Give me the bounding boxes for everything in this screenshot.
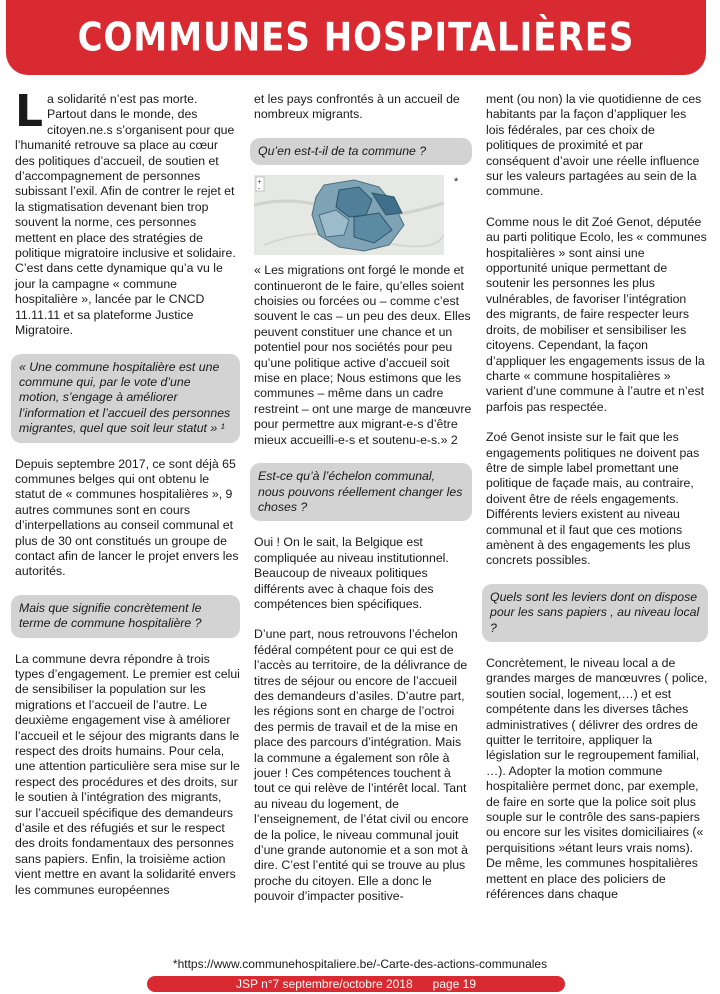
map-figure bbox=[254, 175, 472, 255]
zoom-out-icon[interactable]: - bbox=[258, 185, 261, 193]
paragraph: Oui ! On le sait, la Belgique est compliquée au niveau institutionnel. Beaucoup de niveaux politiques différents avec à chaque fois des compétences bien spécifiques. bbox=[254, 535, 449, 611]
page-number: page 19 bbox=[432, 977, 477, 991]
intro-text: a solidarité n’est pas morte. Partout dans le monde, des citoyen.ne.s s’organisent pour que l’humanité retrouve sa place au cœur des politiques d’accueil, de soutien et d’accompagnement de personnes subissant l’exil. Afin de contrer le rejet et la stigmatisation devenant bien trop souvent la norme, ces personnes mettent en place des stratégies de politique migratoire inclusive et solidaire. C’est dans cette dynamique qu’a vu le jour la campagne « commune hospitalière », lancée par le CNCD 11.11.11 et sa plateforme Justice Migratoire. bbox=[15, 92, 236, 338]
paragraph: Concrètement, le niveau local a de grandes marges de manœuvres ( police, soutien social, logement,…) et est compétente dans les diverses tâches administratives ( délivrer des ordres de quitter le territoire, appliquer la législation sur le regroupement familial, …). Adopter la motion commune hospitalière permet donc, par exemple, de faire en sorte que la police soit plus souple sur le contrôle des sans-papiers ou encore sur les visites domiciliaires (« perquisitions »étant leurs vrais noms). De même, les communes hospitalières mettent en place des policiers de références dans chaque bbox=[486, 656, 708, 902]
commune-map bbox=[254, 175, 444, 255]
page-title: COMMUNES HOSPITALIÈRES bbox=[77, 14, 635, 61]
paragraph: Comme nous le dit Zoé Genot, députée au parti politique Ecolo, les « communes hospitalières » sont ainsi une opportunité unique permettant de soutenir les personnes les plus vulnérables, de favoriser l’intégration des migrants, de faire respecter leurs droits, de mobiliser et sensibiliser les citoyens. Cependant, la façon d’appliquer les engagements issus de la charte « commune hospitalières » varient d’une commune à l’autre et n’est parfois pas respectée. bbox=[486, 214, 707, 414]
pull-quote: « Une commune hospitalière est une commune qui, par le vote d’une motion, s’engage à améliorer l’information et l’accueil des personnes migrantes, quel que soit leur statut » ¹ bbox=[11, 354, 240, 443]
column-1 bbox=[15, 86, 240, 913]
citation-paragraph: « Les migrations ont forgé le monde et continueront de le faire, qu’elles soient choisies ou forcées ou – comme c’est souvent le cas – un peu des deux. Elles peuvent constituer une chance et un potentiel pour nos sociétés pour peu qu’une politique active d’accueil soit mise en place; Nous estimons que les communes – même dans un cadre restreint – ont une marge de manœuvre pour permettre aux migrant-e-s d’être mieux accueilli-e-s et soutenu-e-s.» 2 bbox=[254, 263, 472, 447]
paragraph: et les pays confrontés à un accueil de nombreux migrants. bbox=[254, 92, 460, 122]
footer-bar bbox=[147, 976, 565, 992]
paragraph: La commune devra répondre à trois types d’engagement. Le premier est celui de sensibiliser la population sur les migrations et l’accueil de l’autre. Le deuxième engagement vise à améliorer l’accueil et le séjour des migrants dans le respect des droits humains. Pour cela, une attention particulière sera mise sur le respect des procédures et des droits, sur le soutien à l’intégration des migrants, sur l’accueil spécifique des demandeurs d’asile et des réfugiés et sur le respect des droits fondamentaux des personnes sans papiers. Enfin, la troisième action vient mettre en avant la solidarité envers les communes européennes bbox=[15, 651, 240, 897]
paragraph: D’une part, nous retrouvons l’échelon fédéral compétent pour ce qui est de l’accès au territoire, de la délivrance de titres de séjour ou encore de l’accueil des demandeurs d’asiles. D’autre part, les régions sont en charge de l’octroi des permis de travail et de la mise en place des parcours d’intégration. Mais la commune a également son rôle à jouer ! Ces compétences touchent à tout ce qui relève de l’intérêt local. Tant au niveau du logement, de l’enseignement, de l’état civil ou encore de la police, le niveau communal jouit d’une grande autonomie et a son mot à dire. C’est l’entité qui se trouve au plus proche du citoyen. Elle a donc le pouvoir d’impacter positive- bbox=[254, 627, 469, 904]
drop-cap: L bbox=[15, 86, 44, 137]
footnote-link[interactable]: *https://www.communehospitaliere.be/-Carte-des-actions-communales bbox=[172, 957, 548, 971]
subheading-box: Qu’en est-t-il de ta commune ? bbox=[250, 138, 472, 165]
zoom-in-icon[interactable]: + bbox=[257, 179, 262, 187]
column-3 bbox=[486, 92, 708, 918]
paragraph: ment (ou non) la vie quotidienne de ces habitants par la façon d’appliquer les lois fédérales, par ces choix de politiques de proximité et par conséquent d’avoir une réelle influence sur les valeurs partagées au sein de la commune. bbox=[486, 92, 702, 199]
map-footnote-mark: * bbox=[454, 176, 459, 189]
title-banner bbox=[6, 0, 706, 75]
paragraph: Depuis septembre 2017, ce sont déjà 65 communes belges qui ont obtenu le statut de « communes hospitalières », 9 autres communes sont en cours d’interpellations au conseil communal et plus de 30 ont constitués un groupe de contact afin de lancer le projet envers les autorités. bbox=[15, 456, 239, 579]
paragraph: Zoé Genot insiste sur le fait que les engagements politiques ne doivent pas être de simple label promettant une politique de façade mais, au contraire, doivent être de réels engagements. Différents leviers existent au niveau communal et il faut que ces motions amènent à des engagements les plus concrets possibles. bbox=[486, 430, 700, 568]
column-2 bbox=[254, 92, 472, 920]
intro-paragraph bbox=[15, 86, 240, 339]
subheading-box: Est-ce qu’à l’échelon communal, nous pouvons réellement changer les choses ? bbox=[250, 463, 472, 521]
map-image bbox=[254, 175, 444, 255]
subheading-box: Quels sont les leviers dont on dispose pour les sans papiers , au niveau local ? bbox=[482, 584, 708, 642]
issue-info: JSP n°7 septembre/octobre 2018 bbox=[235, 977, 413, 991]
subheading-box: Mais que signifie concrètement le terme de commune hospitalière ? bbox=[11, 595, 240, 638]
